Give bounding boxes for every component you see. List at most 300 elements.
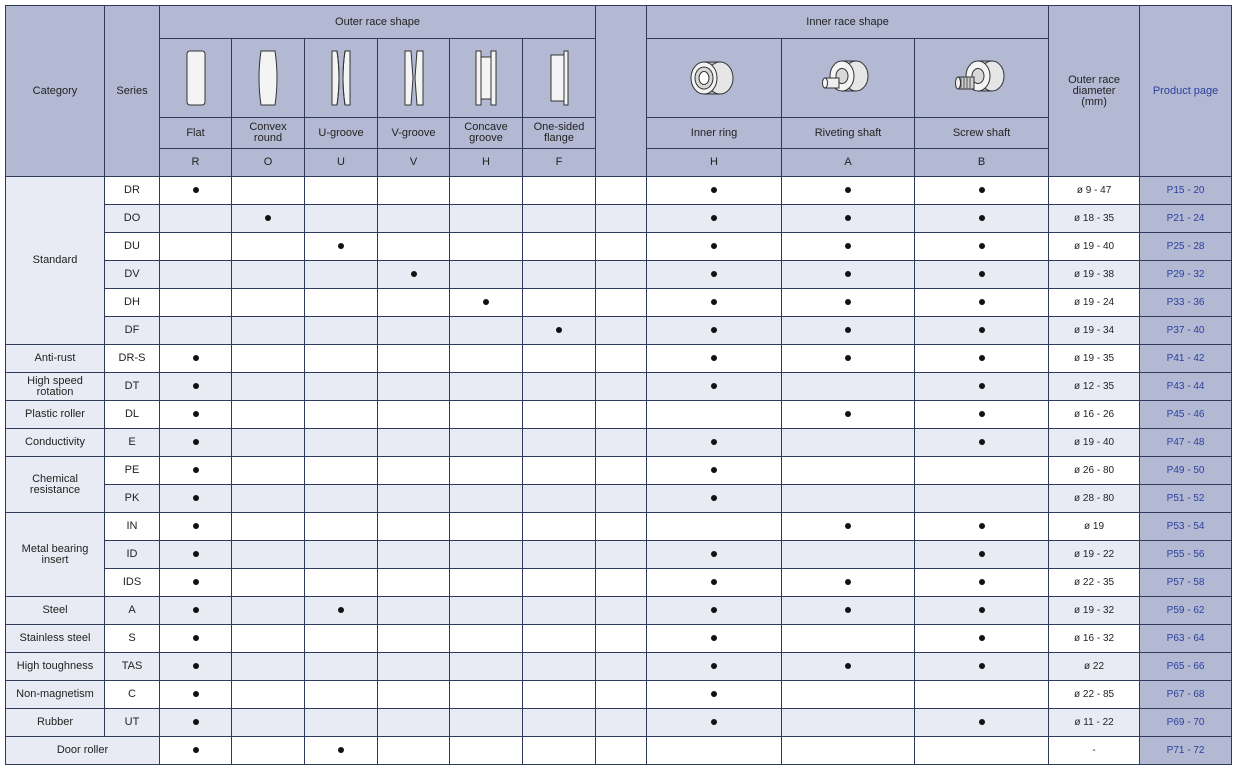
inner-shape-cell bbox=[915, 625, 1049, 653]
inner-shape-cell bbox=[915, 541, 1049, 569]
availability-dot-icon bbox=[711, 439, 717, 445]
product-page-link[interactable]: P59 - 62 bbox=[1140, 597, 1232, 625]
availability-dot-icon bbox=[979, 579, 985, 585]
inner-shape-cell bbox=[782, 737, 915, 765]
diameter-cell: ø 19 bbox=[1049, 513, 1140, 541]
availability-dot-icon bbox=[193, 383, 199, 389]
inner-shape-cell bbox=[915, 261, 1049, 289]
table-row bbox=[6, 261, 1232, 289]
table-row bbox=[6, 625, 1232, 653]
inner-shape-cell bbox=[915, 233, 1049, 261]
outer-race-diameter-header bbox=[1049, 6, 1140, 177]
inner-shape-cell bbox=[782, 205, 915, 233]
inner-shape-cell bbox=[782, 233, 915, 261]
series-cell: DR-S bbox=[105, 345, 160, 373]
series-cell: C bbox=[105, 681, 160, 709]
category-cell: Anti-rust bbox=[6, 345, 105, 373]
availability-dot-icon bbox=[711, 327, 717, 333]
outer-shape-cell bbox=[523, 513, 596, 541]
outer-shape-cell bbox=[160, 597, 232, 625]
spacer-cell bbox=[596, 625, 647, 653]
availability-dot-icon bbox=[193, 719, 199, 725]
product-selection-table-wrapper bbox=[5, 5, 1232, 765]
inner-shape-cell bbox=[915, 737, 1049, 765]
availability-dot-icon bbox=[979, 187, 985, 193]
outer-shape-cell bbox=[232, 401, 305, 429]
outer-shape-cell bbox=[305, 709, 378, 737]
inner-shape-cell bbox=[647, 429, 782, 457]
availability-dot-icon bbox=[845, 579, 851, 585]
spacer-cell bbox=[596, 177, 647, 205]
category-cell: High toughness bbox=[6, 653, 105, 681]
availability-dot-icon bbox=[711, 187, 717, 193]
outer-shape-cell bbox=[232, 569, 305, 597]
availability-dot-icon bbox=[193, 439, 199, 445]
series-cell: DL bbox=[105, 401, 160, 429]
diameter-cell: - bbox=[1049, 737, 1140, 765]
availability-dot-icon bbox=[845, 607, 851, 613]
inner-shape-cell bbox=[782, 457, 915, 485]
table-row bbox=[6, 205, 1232, 233]
inner-shape-cell bbox=[915, 205, 1049, 233]
outer-shape-cell bbox=[160, 317, 232, 345]
product-page-link[interactable]: P55 - 56 bbox=[1140, 541, 1232, 569]
outer-shape-cell bbox=[450, 681, 523, 709]
diameter-cell: ø 26 - 80 bbox=[1049, 457, 1140, 485]
outer-shape-cell bbox=[523, 737, 596, 765]
series-cell: DV bbox=[105, 261, 160, 289]
outer-shape-cell bbox=[305, 345, 378, 373]
inner-shape-cell bbox=[782, 289, 915, 317]
product-page-link[interactable]: P43 - 44 bbox=[1140, 373, 1232, 401]
table-row bbox=[6, 737, 1232, 765]
inner-ring-code: H bbox=[647, 149, 782, 177]
spacer-cell bbox=[596, 457, 647, 485]
inner-shape-cell bbox=[782, 485, 915, 513]
outer-shape-cell bbox=[160, 401, 232, 429]
spacer-cell bbox=[596, 485, 647, 513]
outer-shape-cell bbox=[450, 653, 523, 681]
riveting-shaft-code: A bbox=[782, 149, 915, 177]
flat-race-label: Flat bbox=[160, 118, 232, 149]
outer-shape-cell bbox=[523, 681, 596, 709]
table-row bbox=[6, 233, 1232, 261]
availability-dot-icon bbox=[193, 747, 199, 753]
outer-shape-cell bbox=[160, 345, 232, 373]
inner-shape-cell bbox=[647, 289, 782, 317]
inner-shape-cell bbox=[647, 737, 782, 765]
outer-race-diameter-label: Outer race diameter (mm) bbox=[1068, 73, 1121, 108]
product-selection-table bbox=[5, 5, 1232, 765]
outer-shape-cell bbox=[160, 485, 232, 513]
availability-dot-icon bbox=[711, 383, 717, 389]
inner-shape-cell bbox=[915, 457, 1049, 485]
availability-dot-icon bbox=[979, 439, 985, 445]
product-page-link[interactable]: P33 - 36 bbox=[1140, 289, 1232, 317]
inner-shape-cell bbox=[647, 541, 782, 569]
outer-shape-cell bbox=[450, 485, 523, 513]
product-page-link[interactable]: P37 - 40 bbox=[1140, 317, 1232, 345]
availability-dot-icon bbox=[979, 215, 985, 221]
product-page-link[interactable]: P53 - 54 bbox=[1140, 513, 1232, 541]
availability-dot-icon bbox=[338, 747, 344, 753]
availability-dot-icon bbox=[193, 495, 199, 501]
outer-shape-cell bbox=[378, 569, 450, 597]
outer-shape-cell bbox=[160, 373, 232, 401]
outer-shape-cell bbox=[450, 597, 523, 625]
outer-shape-cell bbox=[232, 317, 305, 345]
outer-shape-cell bbox=[523, 401, 596, 429]
inner-shape-cell bbox=[782, 429, 915, 457]
inner-shape-cell bbox=[647, 345, 782, 373]
table-row bbox=[6, 317, 1232, 345]
outer-shape-cell bbox=[160, 569, 232, 597]
inner-shape-cell bbox=[647, 597, 782, 625]
category-cell: Steel bbox=[6, 597, 105, 625]
availability-dot-icon bbox=[711, 299, 717, 305]
inner-shape-cell bbox=[915, 569, 1049, 597]
product-page-link[interactable]: P25 - 28 bbox=[1140, 233, 1232, 261]
category-cell: Conductivity bbox=[6, 429, 105, 457]
inner-shape-cell bbox=[915, 345, 1049, 373]
product-page-link[interactable]: P49 - 50 bbox=[1140, 457, 1232, 485]
product-page-link[interactable]: P57 - 58 bbox=[1140, 569, 1232, 597]
spacer-cell bbox=[596, 709, 647, 737]
availability-dot-icon bbox=[711, 579, 717, 585]
concave-groove-race-code: H bbox=[450, 149, 523, 177]
series-cell: S bbox=[105, 625, 160, 653]
spacer-cell bbox=[596, 737, 647, 765]
inner-shape-cell bbox=[915, 429, 1049, 457]
spacer-cell bbox=[596, 513, 647, 541]
outer-shape-cell bbox=[378, 317, 450, 345]
availability-dot-icon bbox=[711, 635, 717, 641]
outer-shape-cell bbox=[523, 261, 596, 289]
table-row bbox=[6, 681, 1232, 709]
inner-shape-cell bbox=[915, 681, 1049, 709]
availability-dot-icon bbox=[979, 383, 985, 389]
availability-dot-icon bbox=[979, 299, 985, 305]
inner-shape-cell bbox=[782, 345, 915, 373]
outer-shape-cell bbox=[232, 625, 305, 653]
table-row bbox=[6, 485, 1232, 513]
category-cell: Plastic roller bbox=[6, 401, 105, 429]
outer-shape-cell bbox=[378, 177, 450, 205]
spacer-cell bbox=[596, 289, 647, 317]
outer-shape-cell bbox=[232, 373, 305, 401]
concave-groove-race-icon-cell bbox=[450, 39, 523, 118]
outer-shape-cell bbox=[378, 429, 450, 457]
outer-shape-cell bbox=[160, 429, 232, 457]
outer-shape-cell bbox=[450, 177, 523, 205]
diameter-cell: ø 19 - 40 bbox=[1049, 429, 1140, 457]
one-sided-flange-race-code: F bbox=[523, 149, 596, 177]
table-row bbox=[6, 457, 1232, 485]
inner-shape-cell bbox=[915, 513, 1049, 541]
availability-dot-icon bbox=[845, 187, 851, 193]
convex-round-race-icon bbox=[232, 49, 304, 107]
screw-shaft-label: Screw shaft bbox=[915, 118, 1049, 149]
table-row bbox=[6, 373, 1232, 401]
series-cell: PE bbox=[105, 457, 160, 485]
outer-shape-cell bbox=[450, 457, 523, 485]
table-row bbox=[6, 289, 1232, 317]
inner-shape-cell bbox=[647, 457, 782, 485]
flat-race-icon-cell bbox=[160, 39, 232, 118]
product-page-link[interactable]: P71 - 72 bbox=[1140, 737, 1232, 765]
outer-shape-cell bbox=[160, 681, 232, 709]
availability-dot-icon bbox=[979, 411, 985, 417]
one-sided-flange-race-icon bbox=[523, 49, 595, 107]
availability-dot-icon bbox=[845, 523, 851, 529]
inner-shape-cell bbox=[915, 317, 1049, 345]
outer-shape-cell bbox=[305, 261, 378, 289]
spacer-cell bbox=[596, 429, 647, 457]
product-page-link[interactable]: P15 - 20 bbox=[1140, 177, 1232, 205]
spacer-cell bbox=[596, 261, 647, 289]
table-row bbox=[6, 513, 1232, 541]
category-cell: Standard bbox=[6, 177, 105, 345]
outer-shape-cell bbox=[450, 429, 523, 457]
outer-shape-cell bbox=[450, 233, 523, 261]
inner-shape-cell bbox=[782, 653, 915, 681]
diameter-cell: ø 19 - 32 bbox=[1049, 597, 1140, 625]
inner-shape-cell bbox=[915, 177, 1049, 205]
series-cell: DH bbox=[105, 289, 160, 317]
outer-shape-cell bbox=[450, 373, 523, 401]
spacer-cell bbox=[596, 345, 647, 373]
outer-shape-cell bbox=[450, 569, 523, 597]
outer-shape-cell bbox=[305, 429, 378, 457]
inner-shape-cell bbox=[647, 569, 782, 597]
category-cell: High speed rotation bbox=[6, 373, 105, 401]
availability-dot-icon bbox=[193, 411, 199, 417]
spacer-cell bbox=[596, 541, 647, 569]
outer-shape-cell bbox=[450, 709, 523, 737]
outer-shape-cell bbox=[232, 709, 305, 737]
outer-shape-cell bbox=[523, 233, 596, 261]
outer-shape-cell bbox=[450, 317, 523, 345]
outer-shape-cell bbox=[232, 177, 305, 205]
series-cell: DU bbox=[105, 233, 160, 261]
outer-shape-cell bbox=[450, 289, 523, 317]
inner-race-shape-header: Inner race shape bbox=[647, 6, 1049, 39]
availability-dot-icon bbox=[979, 551, 985, 557]
outer-shape-cell bbox=[378, 541, 450, 569]
inner-ring-icon bbox=[647, 56, 781, 100]
product-page-link[interactable]: P29 - 32 bbox=[1140, 261, 1232, 289]
availability-dot-icon bbox=[193, 523, 199, 529]
inner-shape-cell bbox=[782, 373, 915, 401]
availability-dot-icon bbox=[845, 663, 851, 669]
product-page-link[interactable]: P69 - 70 bbox=[1140, 709, 1232, 737]
outer-shape-cell bbox=[232, 345, 305, 373]
product-page-link[interactable]: P65 - 66 bbox=[1140, 653, 1232, 681]
outer-shape-cell bbox=[160, 289, 232, 317]
v-groove-race-label: V-groove bbox=[378, 118, 450, 149]
diameter-cell: ø 18 - 35 bbox=[1049, 205, 1140, 233]
outer-shape-cell bbox=[305, 737, 378, 765]
inner-shape-cell bbox=[782, 569, 915, 597]
one-sided-flange-race-label: One-sided flange bbox=[523, 118, 596, 149]
availability-dot-icon bbox=[556, 327, 562, 333]
diameter-cell: ø 12 - 35 bbox=[1049, 373, 1140, 401]
availability-dot-icon bbox=[338, 607, 344, 613]
inner-shape-cell bbox=[915, 653, 1049, 681]
diameter-cell: ø 19 - 40 bbox=[1049, 233, 1140, 261]
screw-shaft-icon bbox=[915, 56, 1048, 100]
convex-round-race-label: Convex round bbox=[232, 118, 305, 149]
outer-shape-cell bbox=[450, 205, 523, 233]
diameter-cell: ø 11 - 22 bbox=[1049, 709, 1140, 737]
inner-shape-cell bbox=[647, 625, 782, 653]
product-page-link[interactable]: P47 - 48 bbox=[1140, 429, 1232, 457]
series-cell: UT bbox=[105, 709, 160, 737]
outer-shape-cell bbox=[523, 709, 596, 737]
inner-shape-cell bbox=[782, 261, 915, 289]
v-groove-race-code: V bbox=[378, 149, 450, 177]
inner-shape-cell bbox=[915, 485, 1049, 513]
outer-shape-cell bbox=[378, 681, 450, 709]
outer-shape-cell bbox=[378, 373, 450, 401]
availability-dot-icon bbox=[711, 215, 717, 221]
inner-shape-cell bbox=[647, 261, 782, 289]
availability-dot-icon bbox=[338, 243, 344, 249]
outer-shape-cell bbox=[160, 513, 232, 541]
concave-groove-race-icon bbox=[450, 49, 522, 107]
spacer-cell bbox=[596, 653, 647, 681]
table-row bbox=[6, 709, 1232, 737]
outer-shape-cell bbox=[378, 401, 450, 429]
availability-dot-icon bbox=[845, 243, 851, 249]
product-page-link[interactable]: P63 - 64 bbox=[1140, 625, 1232, 653]
diameter-cell: ø 19 - 38 bbox=[1049, 261, 1140, 289]
category-header: Category bbox=[6, 6, 105, 177]
inner-shape-cell bbox=[647, 233, 782, 261]
inner-ring-icon-cell bbox=[647, 39, 782, 118]
diameter-cell: ø 16 - 26 bbox=[1049, 401, 1140, 429]
product-page-link[interactable]: P67 - 68 bbox=[1140, 681, 1232, 709]
outer-shape-cell bbox=[232, 289, 305, 317]
outer-shape-cell bbox=[378, 457, 450, 485]
availability-dot-icon bbox=[711, 271, 717, 277]
inner-shape-cell bbox=[782, 541, 915, 569]
inner-shape-cell bbox=[782, 401, 915, 429]
outer-shape-cell bbox=[378, 597, 450, 625]
outer-shape-cell bbox=[523, 653, 596, 681]
outer-shape-cell bbox=[232, 653, 305, 681]
outer-shape-cell bbox=[305, 625, 378, 653]
outer-shape-cell bbox=[160, 233, 232, 261]
availability-dot-icon bbox=[193, 607, 199, 613]
outer-shape-cell bbox=[450, 541, 523, 569]
outer-shape-cell bbox=[160, 261, 232, 289]
product-page-link[interactable]: P51 - 52 bbox=[1140, 485, 1232, 513]
outer-shape-cell bbox=[232, 513, 305, 541]
v-groove-race-icon-cell bbox=[378, 39, 450, 118]
inner-shape-cell bbox=[647, 681, 782, 709]
outer-shape-cell bbox=[305, 513, 378, 541]
outer-shape-cell bbox=[232, 485, 305, 513]
availability-dot-icon bbox=[711, 355, 717, 361]
inner-shape-cell bbox=[647, 653, 782, 681]
availability-dot-icon bbox=[711, 467, 717, 473]
spacer-cell bbox=[596, 597, 647, 625]
riveting-shaft-icon-cell bbox=[782, 39, 915, 118]
spacer-cell bbox=[596, 317, 647, 345]
spacer-column-header bbox=[596, 6, 647, 177]
outer-shape-cell bbox=[305, 401, 378, 429]
diameter-cell: ø 22 - 35 bbox=[1049, 569, 1140, 597]
product-page-link[interactable]: P41 - 42 bbox=[1140, 345, 1232, 373]
series-cell: DF bbox=[105, 317, 160, 345]
table-row bbox=[6, 429, 1232, 457]
availability-dot-icon bbox=[711, 719, 717, 725]
outer-shape-cell bbox=[160, 205, 232, 233]
outer-shape-cell bbox=[160, 457, 232, 485]
u-groove-race-code: U bbox=[305, 149, 378, 177]
spacer-cell bbox=[596, 233, 647, 261]
availability-dot-icon bbox=[193, 579, 199, 585]
screw-shaft-code: B bbox=[915, 149, 1049, 177]
outer-shape-cell bbox=[160, 653, 232, 681]
outer-shape-cell bbox=[232, 597, 305, 625]
availability-dot-icon bbox=[193, 187, 199, 193]
inner-shape-cell bbox=[782, 317, 915, 345]
availability-dot-icon bbox=[845, 271, 851, 277]
product-page-link[interactable]: P45 - 46 bbox=[1140, 401, 1232, 429]
outer-shape-cell bbox=[523, 345, 596, 373]
product-page-link[interactable]: P21 - 24 bbox=[1140, 205, 1232, 233]
u-groove-race-icon-cell bbox=[305, 39, 378, 118]
outer-shape-cell bbox=[305, 373, 378, 401]
inner-shape-cell bbox=[782, 681, 915, 709]
availability-dot-icon bbox=[979, 663, 985, 669]
diameter-cell: ø 9 - 47 bbox=[1049, 177, 1140, 205]
table-row bbox=[6, 401, 1232, 429]
outer-shape-cell bbox=[523, 317, 596, 345]
outer-shape-cell bbox=[305, 289, 378, 317]
outer-shape-cell bbox=[232, 457, 305, 485]
diameter-cell: ø 22 bbox=[1049, 653, 1140, 681]
availability-dot-icon bbox=[979, 607, 985, 613]
table-row bbox=[6, 345, 1232, 373]
outer-shape-cell bbox=[378, 233, 450, 261]
screw-shaft-icon-cell bbox=[915, 39, 1049, 118]
outer-shape-cell bbox=[378, 261, 450, 289]
availability-dot-icon bbox=[711, 663, 717, 669]
series-cell: TAS bbox=[105, 653, 160, 681]
outer-shape-cell bbox=[450, 261, 523, 289]
inner-shape-cell bbox=[915, 709, 1049, 737]
availability-dot-icon bbox=[193, 467, 199, 473]
availability-dot-icon bbox=[979, 523, 985, 529]
outer-shape-cell bbox=[523, 541, 596, 569]
table-row bbox=[6, 541, 1232, 569]
inner-shape-cell bbox=[915, 597, 1049, 625]
category-cell: Metal bearing insert bbox=[6, 513, 105, 597]
outer-shape-cell bbox=[305, 597, 378, 625]
diameter-cell: ø 19 - 34 bbox=[1049, 317, 1140, 345]
outer-shape-cell bbox=[450, 401, 523, 429]
outer-shape-cell bbox=[523, 289, 596, 317]
outer-shape-cell bbox=[232, 261, 305, 289]
flat-race-code: R bbox=[160, 149, 232, 177]
outer-shape-cell bbox=[305, 177, 378, 205]
convex-round-race-icon-cell bbox=[232, 39, 305, 118]
table-row bbox=[6, 177, 1232, 205]
inner-shape-cell bbox=[782, 709, 915, 737]
